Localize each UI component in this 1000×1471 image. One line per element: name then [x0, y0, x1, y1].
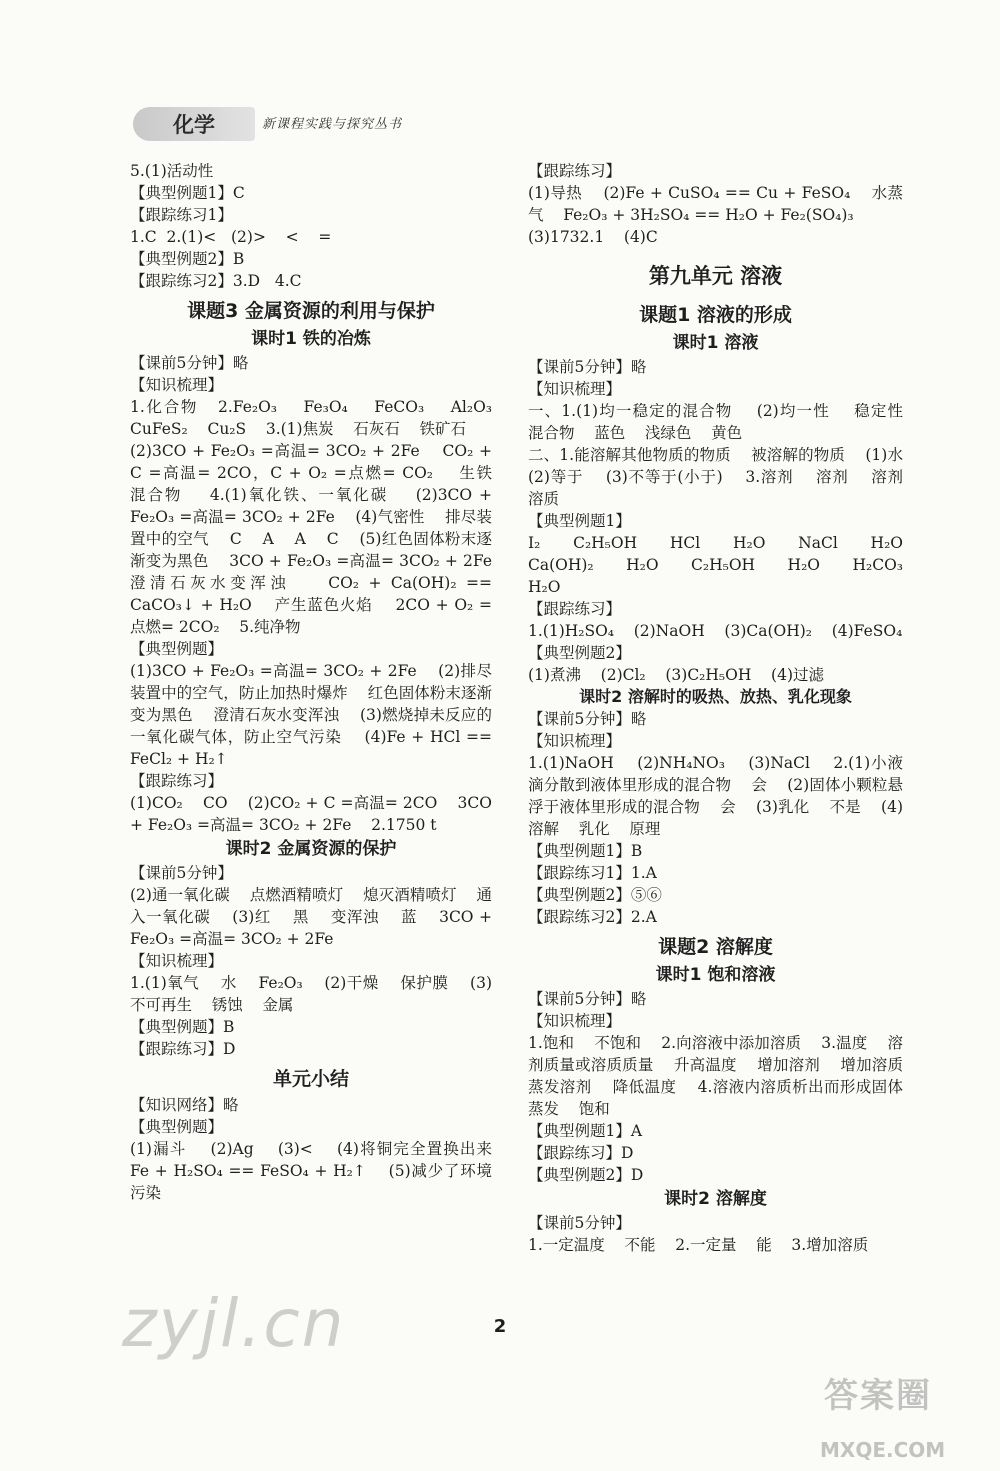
answer-line: 【典型例题】B	[130, 1018, 235, 1036]
answer-line: 1.(1)NaOH (2)NH₄NO₃ (3)NaCl 2.(1)小液滴分散到液体里形成的混合物 会 (2)固体小颗粒悬浮于液体里形成的混合物 会 (3)乳化 不是 (4)溶解 乳化 原理	[528, 754, 903, 838]
answer-line: 【典型例题2】	[528, 644, 631, 662]
answer-line: (1)CO₂ CO (2)CO₂ + C =高温= 2CO 3CO + Fe₂O₃ =高温= 3CO₂ + 2Fe 2.1750 t	[130, 794, 497, 834]
right-column	[528, 160, 923, 1256]
answer-line: 【典型例题1】A	[528, 1122, 643, 1140]
answer-line: 【课前5分钟】	[528, 1214, 631, 1232]
answer-line: (2)通一氧化碳 点燃酒精喷灯 熄灭酒精喷灯 通入一氧化碳 (3)红 黑 变浑浊 蓝 3CO + Fe₂O₃ =高温= 3CO₂ + 2Fe	[130, 886, 497, 948]
answer-line: 【典型例题2】D	[528, 1166, 644, 1184]
lesson-heading: 课时1 铁的冶炼	[251, 329, 371, 349]
watermark-logo: 答案圈	[824, 1376, 932, 1416]
answer-line: (1)3CO + Fe₂O₃ =高温= 3CO₂ + 2Fe (2)排尽装置中的空气，防止加热时爆炸 红色固体粉末逐渐变为黑色 澄清石灰水变浑浊 (3)燃烧掉未反应的一氧化碳气体，防止空气污染 (4)Fe + HCl == FeCl₂ + H₂↑	[130, 662, 497, 768]
answer-line: 1.C 2.(1)< (2)> < =	[130, 228, 332, 246]
answer-line: 【典型例题1】C	[130, 184, 245, 202]
lesson-heading: 课时2 金属资源的保护	[225, 839, 397, 859]
answer-line: I₂ C₂H₅OH HCl H₂O NaCl H₂O Ca(OH)₂ H₂O C₂H₅OH H₂O H₂CO₃ H₂O	[528, 534, 923, 596]
topic-heading: 课题3 金属资源的利用与保护	[187, 300, 435, 322]
watermark-site: zyjl.cn	[122, 1285, 346, 1362]
topic-heading: 单元小结	[272, 1068, 349, 1090]
answer-line: 1.(1)氧气 水 Fe₂O₃ (2)干燥 保护膜 (3)不可再生 锈蚀 金属	[130, 974, 492, 1014]
answer-line: 【跟踪练习】	[528, 600, 622, 618]
answer-line: 【跟踪练习】D	[528, 1144, 634, 1162]
answer-line: 5.(1)活动性	[130, 162, 214, 180]
answer-line: 【典型例题2】B	[130, 250, 245, 268]
answer-line: 【跟踪练习1】	[130, 206, 233, 224]
lesson-heading: 课时2 溶解时的吸热、放热、乳化现象	[579, 687, 852, 706]
answer-line: 【典型例题1】	[528, 512, 631, 530]
answer-line: 1.(1)H₂SO₄ (2)NaOH (3)Ca(OH)₂ (4)FeSO₄	[528, 622, 903, 640]
series-title: 新课程实践与探究丛书	[262, 117, 403, 132]
answer-line: 【课前5分钟】略	[528, 990, 647, 1008]
answer-line: 1.饱和 不饱和 2.向溶液中添加溶质 3.温度 溶剂质量或溶质质量 升高温度 增加溶剂 增加溶质 蒸发溶剂 降低温度 4.溶液内溶质析出而形成固体蒸发 饱和	[528, 1034, 923, 1118]
answer-line: 一、1.(1)均一稳定的混合物 (2)均一性 稳定性 混合物 蓝色 浅绿色 黄色	[528, 402, 923, 442]
answer-line: (1)导热 (2)Fe + CuSO₄ == Cu + FeSO₄ 水蒸气 Fe₂O₃ + 3H₂SO₄ == H₂O + Fe₂(SO₄)₃	[528, 184, 903, 224]
answer-line: (1)煮沸 (2)Cl₂ (3)C₂H₅OH (4)过滤	[528, 666, 825, 684]
answer-line: 【知识梳理】	[528, 1012, 622, 1030]
answer-line: 【跟踪练习2】3.D 4.C	[130, 272, 302, 290]
watermark-domain: MXQE.COM	[820, 1438, 946, 1462]
answer-line: 1.化合物 2.Fe₂O₃ Fe₃O₄ FeCO₃ Al₂O₃ CuFeS₂ Cu₂S 3.(1)焦炭 石灰石 铁矿石	[130, 398, 512, 438]
answer-line: (1)漏斗 (2)Ag (3)< (4)将铜完全置换出来 Fe + H₂SO₄ == FeSO₄ + H₂↑ (5)减少了环境污染	[130, 1140, 512, 1202]
answer-line: 【课前5分钟】略	[130, 354, 249, 372]
answer-line: 【知识梳理】	[130, 952, 224, 970]
answer-line: 【跟踪练习】	[130, 772, 224, 790]
answer-line: 1.一定温度 不能 2.一定量 能 3.增加溶质	[528, 1236, 869, 1254]
answer-line: 【课前5分钟】略	[528, 358, 647, 376]
answer-line: (2)3CO + Fe₂O₃ =高温= 3CO₂ + 2Fe CO₂ + C =高温= 2CO，C + O₂ =点燃= CO₂ 生铁 混合物 4.(1)氧化铁、一氧化碳 (2)3CO + Fe₂O₃ =高温= 3CO₂ + 2Fe (4)气密性 排尽装置中的空气 C A A C (5)红色固体粉末逐渐变为黑色 3CO + Fe₂O₃ =高温= 3CO₂ + 2Fe 澄清石灰水变浑浊 CO₂ + Ca(OH)₂ == CaCO₃↓ + H₂O 产生蓝色火焰 2CO + O₂ =点燃= 2CO₂ 5.纯净物	[130, 442, 512, 636]
answer-line: 【跟踪练习2】2.A	[528, 908, 657, 926]
answer-line: 【跟踪练习】	[528, 162, 622, 180]
left-column	[130, 160, 512, 1204]
answer-line: 【典型例题1】B	[528, 842, 643, 860]
answer-line: 【知识梳理】	[130, 376, 224, 394]
answer-line: 【知识网络】略	[130, 1096, 239, 1114]
topic-heading: 课题2 溶解度	[658, 936, 773, 958]
subject-tab: 化学	[133, 107, 255, 141]
answer-line: 【典型例题2】⑤⑥	[528, 886, 662, 904]
answer-line: 【知识梳理】	[528, 732, 622, 750]
lesson-heading: 课时1 溶液	[672, 333, 759, 353]
topic-heading: 课题1 溶液的形成	[639, 304, 792, 326]
answer-line: 【课前5分钟】略	[528, 710, 647, 728]
answer-line: 【典型例题】	[130, 640, 224, 658]
lesson-heading: 课时2 溶解度	[664, 1189, 767, 1209]
answer-line: (3)1732.1 (4)C	[528, 228, 658, 246]
unit-heading: 第九单元 溶液	[648, 264, 783, 288]
answer-line: 【跟踪练习】D	[130, 1040, 236, 1058]
lesson-heading: 课时1 饱和溶液	[655, 965, 776, 985]
answer-line: 【典型例题】	[130, 1118, 224, 1136]
answer-line: 二、1.能溶解其他物质的物质 被溶解的物质 (1)水 (2)等于 (3)不等于(小于) 3.溶剂 溶剂 溶剂 溶质	[528, 446, 923, 508]
page-number: 2	[493, 1316, 507, 1337]
answer-line: 【知识梳理】	[528, 380, 622, 398]
answer-line: 【课前5分钟】	[130, 864, 233, 882]
answer-line: 【跟踪练习1】1.A	[528, 864, 657, 882]
